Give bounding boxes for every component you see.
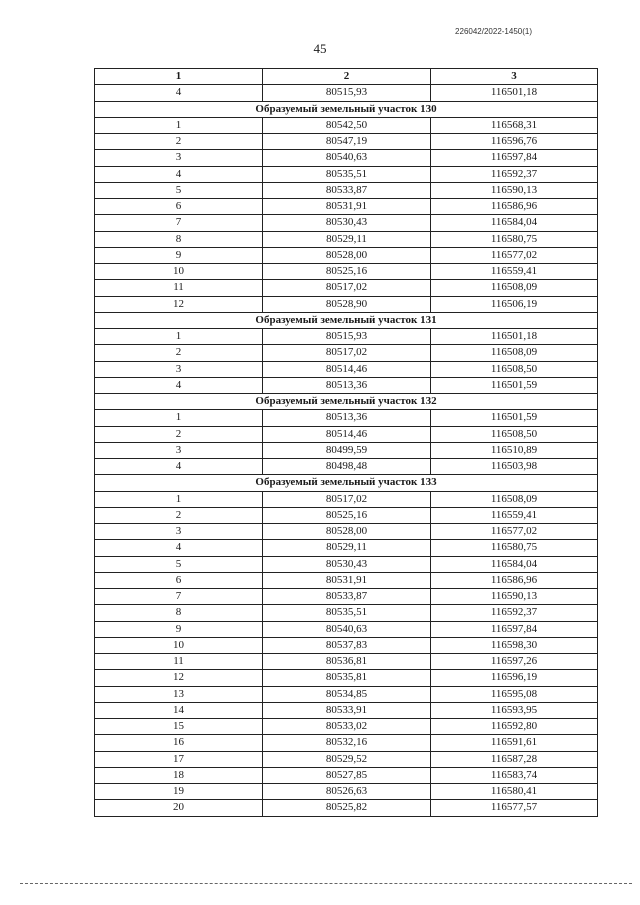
table-row (95, 361, 598, 377)
y-coordinate-cell: 116598,30 (431, 637, 598, 653)
table-row (95, 605, 598, 621)
point-number-cell: 8 (95, 231, 263, 247)
x-coordinate-cell: 80535,81 (263, 670, 431, 686)
y-coordinate-cell: 116508,09 (431, 280, 598, 296)
x-coordinate-cell: 80528,00 (263, 247, 431, 263)
x-coordinate-cell: 80513,36 (263, 377, 431, 393)
x-coordinate-cell: 80547,19 (263, 134, 431, 150)
x-coordinate-cell: 80513,36 (263, 410, 431, 426)
y-coordinate-cell: 116568,31 (431, 117, 598, 133)
point-number-cell: 12 (95, 670, 263, 686)
y-coordinate-cell: 116592,80 (431, 719, 598, 735)
table-row (95, 150, 598, 166)
y-coordinate-cell: 116508,09 (431, 345, 598, 361)
x-coordinate-cell: 80540,63 (263, 150, 431, 166)
point-number-cell: 2 (95, 134, 263, 150)
point-number-cell: 6 (95, 199, 263, 215)
x-coordinate-cell: 80528,90 (263, 296, 431, 312)
point-number-cell: 5 (95, 182, 263, 198)
y-coordinate-cell: 116586,96 (431, 199, 598, 215)
y-coordinate-cell: 116577,02 (431, 247, 598, 263)
x-coordinate-cell: 80498,48 (263, 459, 431, 475)
table-row (95, 377, 598, 393)
point-number-cell: 4 (95, 377, 263, 393)
x-coordinate-cell: 80529,11 (263, 540, 431, 556)
table-header-row (95, 69, 598, 85)
section-header-row (95, 312, 598, 328)
x-coordinate-cell: 80525,16 (263, 264, 431, 280)
table-row (95, 767, 598, 783)
x-coordinate-cell: 80517,02 (263, 280, 431, 296)
y-coordinate-cell: 116587,28 (431, 751, 598, 767)
table-row (95, 231, 598, 247)
y-coordinate-cell: 116508,50 (431, 426, 598, 442)
table-row (95, 264, 598, 280)
section-title: Образуемый земельный участок 131 (95, 312, 598, 328)
section-title: Образуемый земельный участок 130 (95, 101, 598, 117)
table-row (95, 247, 598, 263)
table-row (95, 719, 598, 735)
table-row (95, 459, 598, 475)
page-number: 45 (313, 41, 327, 56)
section-header-row (95, 394, 598, 410)
header-cell-y: 3 (431, 69, 598, 85)
header-cell-x: 2 (263, 69, 431, 85)
point-number-cell: 4 (95, 85, 263, 101)
point-number-cell: 3 (95, 361, 263, 377)
point-number-cell: 2 (95, 426, 263, 442)
x-coordinate-cell: 80525,82 (263, 800, 431, 816)
y-coordinate-cell: 116508,09 (431, 491, 598, 507)
y-coordinate-cell: 116597,26 (431, 654, 598, 670)
point-number-cell: 15 (95, 719, 263, 735)
table-row (95, 85, 598, 101)
scan-artifact-line (20, 883, 632, 884)
point-number-cell: 18 (95, 767, 263, 783)
x-coordinate-cell: 80531,91 (263, 572, 431, 588)
table-row (95, 621, 598, 637)
point-number-cell: 11 (95, 654, 263, 670)
table-row (95, 751, 598, 767)
table-row (95, 166, 598, 182)
point-number-cell: 4 (95, 166, 263, 182)
x-coordinate-cell: 80542,50 (263, 117, 431, 133)
point-number-cell: 1 (95, 410, 263, 426)
section-header-row (95, 101, 598, 117)
y-coordinate-cell: 116583,74 (431, 767, 598, 783)
point-number-cell: 13 (95, 686, 263, 702)
point-number-cell: 5 (95, 556, 263, 572)
y-coordinate-cell: 116501,18 (431, 329, 598, 345)
y-coordinate-cell: 116501,18 (431, 85, 598, 101)
table-row (95, 800, 598, 816)
x-coordinate-cell: 80517,02 (263, 345, 431, 361)
table-row (95, 296, 598, 312)
point-number-cell: 8 (95, 605, 263, 621)
y-coordinate-cell: 116596,76 (431, 134, 598, 150)
table-row (95, 702, 598, 718)
document-id: 226042/2022-1450(1) (455, 27, 532, 36)
table-row (95, 410, 598, 426)
x-coordinate-cell: 80535,51 (263, 166, 431, 182)
y-coordinate-cell: 116580,41 (431, 784, 598, 800)
x-coordinate-cell: 80517,02 (263, 491, 431, 507)
y-coordinate-cell: 116593,95 (431, 702, 598, 718)
table-row (95, 182, 598, 198)
point-number-cell: 14 (95, 702, 263, 718)
table-row (95, 784, 598, 800)
y-coordinate-cell: 116590,13 (431, 589, 598, 605)
y-coordinate-cell: 116597,84 (431, 150, 598, 166)
y-coordinate-cell: 116590,13 (431, 182, 598, 198)
x-coordinate-cell: 80526,63 (263, 784, 431, 800)
y-coordinate-cell: 116592,37 (431, 605, 598, 621)
y-coordinate-cell: 116501,59 (431, 377, 598, 393)
x-coordinate-cell: 80540,63 (263, 621, 431, 637)
table-row (95, 442, 598, 458)
y-coordinate-cell: 116501,59 (431, 410, 598, 426)
table-row (95, 507, 598, 523)
point-number-cell: 7 (95, 215, 263, 231)
y-coordinate-cell: 116577,02 (431, 524, 598, 540)
x-coordinate-cell: 80535,51 (263, 605, 431, 621)
coordinates-table (94, 68, 598, 817)
x-coordinate-cell: 80514,46 (263, 361, 431, 377)
table-row (95, 540, 598, 556)
section-title: Образуемый земельный участок 133 (95, 475, 598, 491)
y-coordinate-cell: 116596,19 (431, 670, 598, 686)
point-number-cell: 1 (95, 117, 263, 133)
point-number-cell: 2 (95, 507, 263, 523)
x-coordinate-cell: 80537,83 (263, 637, 431, 653)
x-coordinate-cell: 80527,85 (263, 767, 431, 783)
point-number-cell: 9 (95, 247, 263, 263)
table-row (95, 134, 598, 150)
table-row (95, 199, 598, 215)
point-number-cell: 3 (95, 150, 263, 166)
x-coordinate-cell: 80533,87 (263, 589, 431, 605)
point-number-cell: 3 (95, 524, 263, 540)
table-row (95, 117, 598, 133)
table-row (95, 215, 598, 231)
y-coordinate-cell: 116591,61 (431, 735, 598, 751)
point-number-cell: 3 (95, 442, 263, 458)
x-coordinate-cell: 80533,91 (263, 702, 431, 718)
y-coordinate-cell: 116577,57 (431, 800, 598, 816)
x-coordinate-cell: 80534,85 (263, 686, 431, 702)
x-coordinate-cell: 80533,02 (263, 719, 431, 735)
table-row (95, 670, 598, 686)
point-number-cell: 1 (95, 329, 263, 345)
table-row (95, 524, 598, 540)
y-coordinate-cell: 116584,04 (431, 556, 598, 572)
x-coordinate-cell: 80525,16 (263, 507, 431, 523)
y-coordinate-cell: 116586,96 (431, 572, 598, 588)
point-number-cell: 10 (95, 637, 263, 653)
x-coordinate-cell: 80530,43 (263, 215, 431, 231)
table-row (95, 637, 598, 653)
point-number-cell: 7 (95, 589, 263, 605)
table-row (95, 329, 598, 345)
table-row (95, 491, 598, 507)
table-row (95, 280, 598, 296)
point-number-cell: 17 (95, 751, 263, 767)
point-number-cell: 6 (95, 572, 263, 588)
y-coordinate-cell: 116584,04 (431, 215, 598, 231)
y-coordinate-cell: 116580,75 (431, 231, 598, 247)
x-coordinate-cell: 80532,16 (263, 735, 431, 751)
point-number-cell: 10 (95, 264, 263, 280)
x-coordinate-cell: 80515,93 (263, 85, 431, 101)
table-row (95, 426, 598, 442)
point-number-cell: 12 (95, 296, 263, 312)
x-coordinate-cell: 80499,59 (263, 442, 431, 458)
x-coordinate-cell: 80528,00 (263, 524, 431, 540)
header-cell-number: 1 (95, 69, 263, 85)
x-coordinate-cell: 80514,46 (263, 426, 431, 442)
x-coordinate-cell: 80530,43 (263, 556, 431, 572)
y-coordinate-cell: 116559,41 (431, 264, 598, 280)
section-title: Образуемый земельный участок 132 (95, 394, 598, 410)
y-coordinate-cell: 116510,89 (431, 442, 598, 458)
table-row (95, 735, 598, 751)
table-row (95, 686, 598, 702)
table-row (95, 654, 598, 670)
point-number-cell: 16 (95, 735, 263, 751)
point-number-cell: 2 (95, 345, 263, 361)
x-coordinate-cell: 80529,52 (263, 751, 431, 767)
y-coordinate-cell: 116597,84 (431, 621, 598, 637)
x-coordinate-cell: 80515,93 (263, 329, 431, 345)
y-coordinate-cell: 116559,41 (431, 507, 598, 523)
y-coordinate-cell: 116503,98 (431, 459, 598, 475)
section-header-row (95, 475, 598, 491)
table-row (95, 345, 598, 361)
point-number-cell: 11 (95, 280, 263, 296)
x-coordinate-cell: 80536,81 (263, 654, 431, 670)
y-coordinate-cell: 116595,08 (431, 686, 598, 702)
table-row (95, 556, 598, 572)
x-coordinate-cell: 80529,11 (263, 231, 431, 247)
point-number-cell: 4 (95, 459, 263, 475)
table-row (95, 589, 598, 605)
x-coordinate-cell: 80531,91 (263, 199, 431, 215)
y-coordinate-cell: 116508,50 (431, 361, 598, 377)
point-number-cell: 19 (95, 784, 263, 800)
table-row (95, 572, 598, 588)
point-number-cell: 4 (95, 540, 263, 556)
point-number-cell: 20 (95, 800, 263, 816)
y-coordinate-cell: 116506,19 (431, 296, 598, 312)
point-number-cell: 9 (95, 621, 263, 637)
y-coordinate-cell: 116580,75 (431, 540, 598, 556)
point-number-cell: 1 (95, 491, 263, 507)
x-coordinate-cell: 80533,87 (263, 182, 431, 198)
y-coordinate-cell: 116592,37 (431, 166, 598, 182)
